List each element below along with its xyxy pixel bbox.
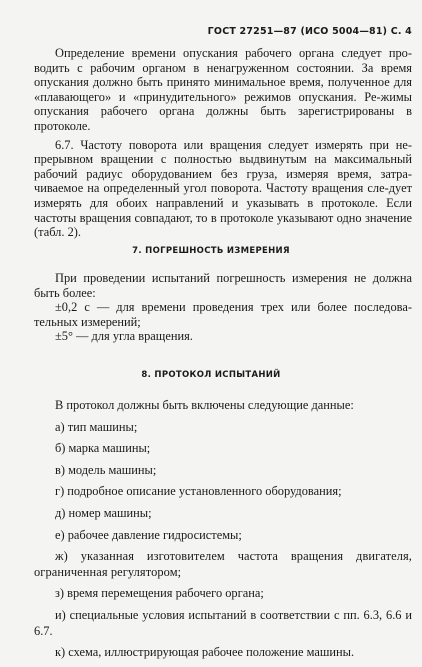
- list-item: д) номер машины;: [55, 505, 152, 520]
- section-8-intro: В протокол должны быть включены следующие данные:: [55, 398, 354, 412]
- section-7-body: [34, 271, 412, 344]
- list-item: е) рабочее давление гидросистемы;: [55, 527, 242, 542]
- page-header: ГОСТ 27251—87 (ИСО 5004—81) С. 4: [207, 26, 412, 37]
- section-7-line-time: ±0,2 с — для времени проведения трех или более последова-тельных измерений;: [34, 300, 412, 329]
- section-7-line-angle: ±5° — для угла вращения.: [55, 329, 193, 344]
- list-item: в) модель машины;: [55, 462, 157, 477]
- list-item: и) специальные условия испытаний в соответствии с пп. 6.3, 6.6 и 6.7.: [34, 607, 412, 638]
- list-item: а) тип машины;: [55, 419, 138, 434]
- top-text-block: [34, 46, 412, 240]
- list-item: ж) указанная изготовителем частота вращения двигателя, ограниченная регулятором;: [34, 549, 412, 579]
- paragraph-6-7: 6.7. Частоту поворота или вращения следует измерять при не-прерывном вращении с полностью выдвинутым на максимальный рабочий радиус оборудованием без груза, измеряя время, затра-чиваемое на определенный угол поворота. Частоту вращения сле-дует измерять для обоих направлений и указывать в протоколе. Если частоты вращения совпадают, то в протоколе указывают одно значение (табл. 2).: [34, 137, 412, 240]
- list-item: г) подробное описание установленного оборудования;: [55, 484, 342, 499]
- list-item: к) схема, иллюстрирующая рабочее положение машины.: [55, 645, 355, 660]
- list-item: б) марка машины;: [55, 441, 151, 456]
- section-8-title: 8. ПРОТОКОЛ ИСПЫТАНИЙ: [141, 370, 281, 380]
- section-8-body: [34, 398, 412, 667]
- paragraph-lowering-time: Определение времени опускания рабочего органа следует про-водить с рабочим органом в ненагруженном состоянии. За время опускания должно быть принято минимальное время, полученное для «плавающего» и «принудительного» режимов опускания. Ре-жимы опускания рабочего органа должны быть зарегистрированы в протоколе.: [34, 46, 412, 133]
- section-7-title: 7. ПОГРЕШНОСТЬ ИЗМЕРЕНИЯ: [132, 246, 290, 256]
- section-7-intro: При проведении испытаний погрешность измерения не должна быть более:: [34, 271, 412, 300]
- list-item: з) время перемещения рабочего органа;: [55, 586, 264, 601]
